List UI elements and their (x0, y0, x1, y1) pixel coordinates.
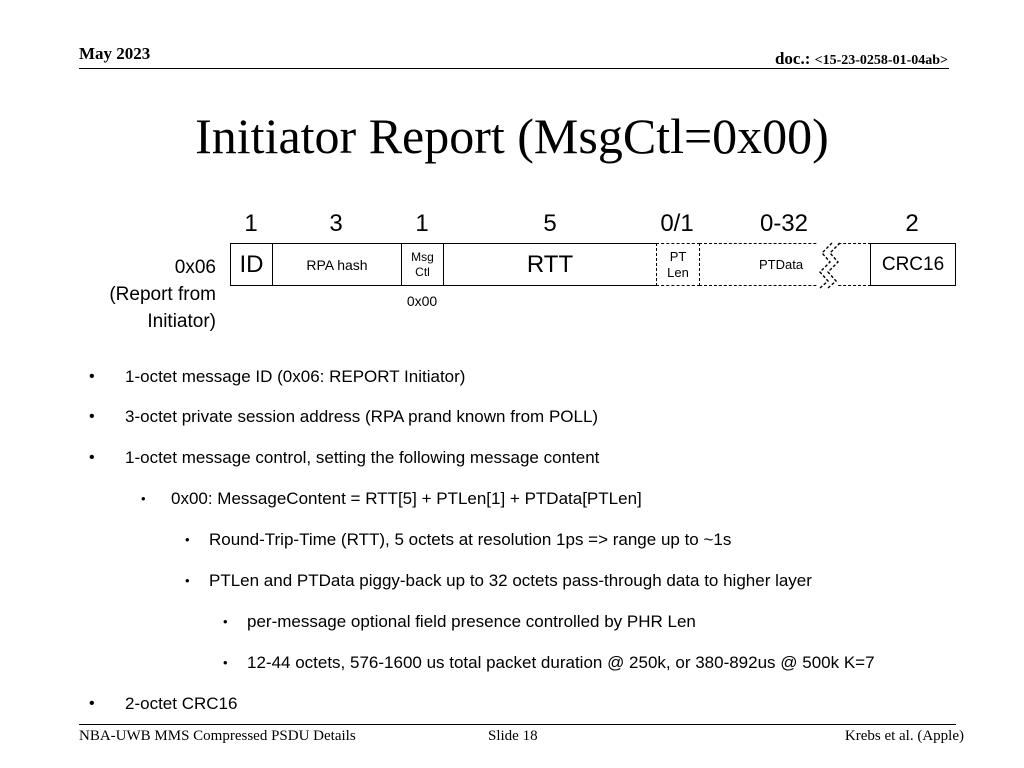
field-id (230, 243, 273, 286)
bullet-item (223, 652, 875, 674)
field-size-rtt: 5 (543, 210, 557, 237)
bullet-dot-icon: • (223, 655, 228, 670)
field-pt-data-label: PTData (759, 257, 804, 272)
field-pt-len-label: PT (669, 248, 687, 264)
field-crc16-label: CRC16 (881, 253, 945, 275)
header-divider (79, 68, 949, 69)
field-pt-data-break-icon (812, 240, 848, 290)
header-date: May 2023 (79, 44, 151, 63)
bullet-dot-icon: • (89, 449, 95, 466)
bullet-text: 1-octet message control, setting the following message content (125, 448, 600, 467)
message-type-label (109, 254, 216, 335)
msg-ctl-value: 0x00 (406, 293, 438, 309)
bullet-text: Round-Trip-Time (RTT), 5 octets at resolution 1ps => range up to ~1s (209, 530, 732, 549)
bullet-text: per-message optional field presence controlled by PHR Len (247, 612, 696, 631)
message-type-label-line: 0x06 (174, 257, 216, 278)
bullet-item (223, 611, 696, 633)
message-type-label-line: (Report from (109, 284, 216, 305)
bullet-dot-icon: • (185, 532, 190, 547)
field-crc16 (870, 243, 956, 286)
field-msg-ctl (401, 243, 444, 286)
field-pt-len-label: Len (667, 264, 689, 280)
footer-author: Krebs et al. (Apple) (844, 728, 964, 744)
field-size-pt-len: 0/1 (660, 210, 694, 237)
bullet-dot-icon: • (89, 695, 95, 712)
field-size-rpa-hash: 3 (329, 210, 343, 237)
bullet-text: PTLen and PTData piggy-back up to 32 octets pass-through data to higher layer (209, 571, 812, 590)
field-rtt-label: RTT (526, 250, 574, 278)
header-doc-id: <15-23-0258-01-04ab> (814, 53, 948, 68)
bullet-text: 12-44 octets, 576-1600 us total packet duration @ 250k, or 380-892us @ 500k K=7 (247, 653, 875, 672)
field-msg-ctl-label: Msg (411, 249, 434, 264)
message-type-label-line: Initiator) (147, 311, 216, 332)
bullet-text: 3-octet private session address (RPA prand known from POLL) (125, 407, 599, 426)
field-rpa-hash-label: RPA hash (306, 256, 368, 273)
footer-divider (79, 724, 956, 725)
field-rtt (443, 243, 657, 286)
field-pt-len (656, 243, 700, 286)
footer-left-text: NBA-UWB MMS Compressed PSDU Details (79, 728, 356, 744)
field-msg-ctl-label: Ctl (415, 264, 430, 279)
bullet-dot-icon: • (223, 614, 228, 629)
field-size-msg-ctl: 1 (415, 210, 429, 237)
bullet-dot-icon: • (89, 408, 95, 425)
bullet-text: 1-octet message ID (0x06: REPORT Initiator) (125, 367, 466, 386)
footer-slide-number: Slide 18 (488, 728, 538, 744)
bullet-text: 2-octet CRC16 (125, 694, 238, 713)
field-size-pt-data: 0-32 (759, 210, 809, 237)
bullet-dot-icon: • (185, 573, 190, 588)
header-doc-number (775, 49, 948, 69)
bullet-dot-icon: • (141, 491, 146, 506)
bullet-item (89, 447, 600, 469)
field-id-label: ID (239, 250, 264, 278)
bullet-dot-icon: • (89, 368, 95, 385)
bullet-item (89, 366, 466, 388)
bullet-item (185, 529, 732, 551)
bullet-item (89, 406, 599, 428)
slide-title: Initiator Report (MsgCtl=0x00) (195, 108, 829, 164)
field-size-crc16: 2 (905, 210, 919, 237)
bullet-text: 0x00: MessageContent = RTT[5] + PTLen[1] + PTData[PTLen] (171, 489, 642, 508)
field-rpa-hash (272, 243, 402, 286)
field-size-id: 1 (244, 210, 258, 237)
bullet-item (185, 570, 812, 592)
bullet-item (89, 693, 238, 715)
bullet-item (141, 488, 642, 510)
header-doc-label: doc.: (774, 49, 815, 68)
